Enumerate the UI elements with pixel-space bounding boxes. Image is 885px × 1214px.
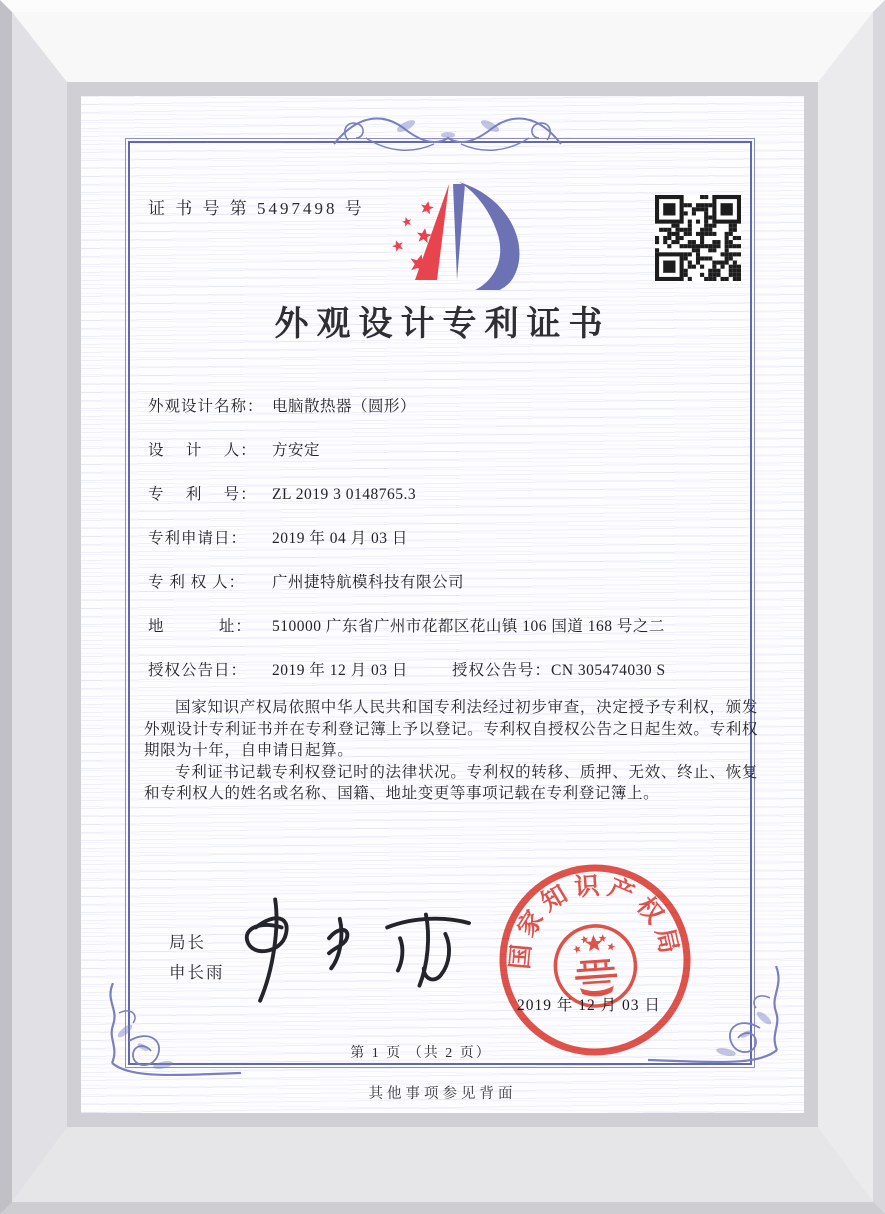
grant-date-group	[148, 660, 452, 682]
handwritten-signature-icon	[227, 893, 487, 1005]
field-value: 电脑散热器（圆形）	[272, 398, 417, 415]
field-label: 专利申请日：	[148, 530, 248, 547]
grant-date-label: 授权公告日：	[148, 662, 248, 679]
grant-no-value: CN 305474030 S	[551, 662, 666, 679]
field-address	[148, 616, 758, 638]
field-value: 方安定	[272, 442, 321, 459]
certificate-number: 证 书 号 第 5497498 号	[148, 199, 365, 218]
field-filing-date	[148, 528, 758, 550]
back-note: 其他事项参见背面	[368, 1086, 517, 1102]
field-value: 2019 年 04 月 03 日	[272, 530, 408, 547]
field-patent-number	[148, 484, 758, 506]
field-patentee	[148, 572, 758, 594]
picture-frame-bevel	[12, 12, 873, 1202]
certificate-paper	[81, 96, 804, 1113]
certificate-title: 外观设计专利证书	[274, 306, 611, 343]
cnipa-seal-icon	[486, 851, 704, 1069]
legal-paragraph-1: 国家知识产权局依照中华人民共和国专利法经过初步审查，决定授予专利权，颁发外观设计专利证书并在专利登记簿上予以登记。专利权自授权公告之日起生效。专利权期限为十年，自申请日起算。	[144, 699, 758, 759]
field-value: ZL 2019 3 0148765.3	[272, 486, 417, 503]
page-number: 第 1 页 （共 2 页）	[350, 1046, 492, 1061]
field-label: 地 址：	[148, 618, 252, 635]
seal-text: 国家知识产权局	[506, 872, 684, 971]
field-value: 广州捷特航模科技有限公司	[272, 574, 465, 591]
cnipa-logo-icon	[365, 176, 537, 290]
field-grant	[148, 660, 758, 682]
field-label: 设 计 人：	[148, 442, 257, 459]
svg-text:国家知识产权局	[500, 866, 685, 972]
flourish-bottom-left-icon	[103, 983, 243, 1083]
field-label: 专 利 权 人：	[148, 574, 246, 591]
signer-block	[169, 928, 225, 988]
field-design-name	[148, 396, 758, 418]
flourish-top-icon	[330, 102, 565, 164]
qr-code-icon	[655, 195, 741, 281]
legal-text	[144, 697, 758, 805]
frame-mat	[67, 82, 818, 1127]
grant-date-value: 2019 年 12 月 03 日	[272, 662, 408, 679]
grant-no-label: 授权公告号：	[452, 662, 552, 679]
field-label: 外观设计名称：	[148, 398, 264, 415]
signer-name: 申长雨	[169, 963, 225, 982]
legal-paragraph-2: 专利证书记载专利权登记时的法律状况。专利权的转移、质押、无效、终止、恢复和专利权人的姓名或名称、国籍、地址变更等事项记载在专利登记簿上。	[144, 763, 758, 802]
field-designer	[148, 440, 758, 462]
signer-title: 局长	[169, 933, 206, 952]
seal-date: 2019 年 12 月 03 日	[517, 997, 661, 1014]
field-label: 专 利 号：	[148, 486, 257, 503]
field-value: 510000 广东省广州市花都区花山镇 106 国道 168 号之二	[272, 618, 665, 635]
certificate-fields	[148, 396, 758, 682]
